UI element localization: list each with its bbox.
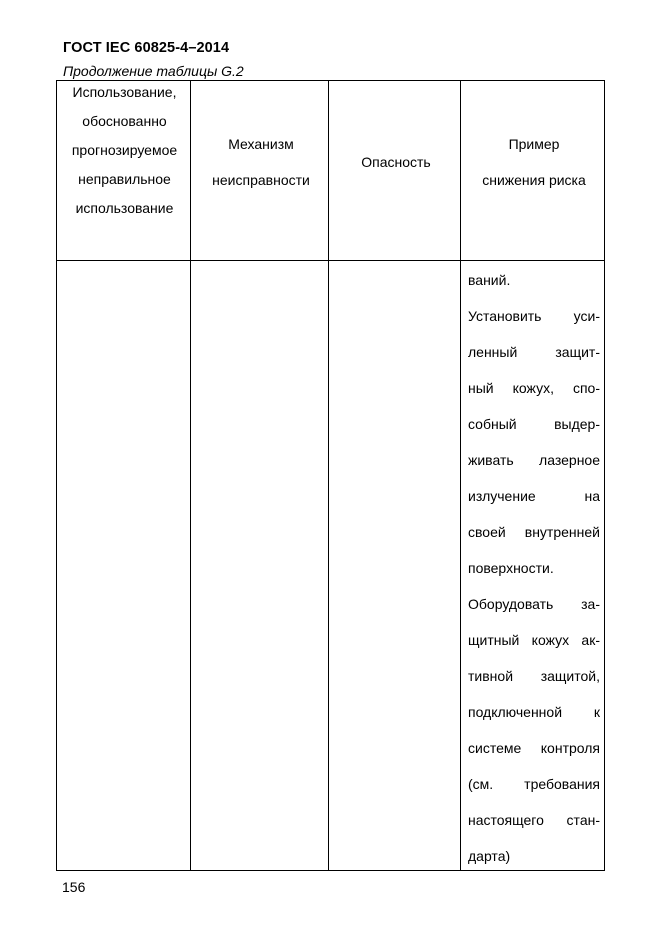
example-cell (468, 262, 600, 874)
header-usage-line: использование (75, 200, 174, 216)
example-line: щитный кожух ак- (468, 632, 600, 648)
header-example (462, 126, 606, 198)
example-line: тивной защитой, (468, 668, 600, 684)
example-line: системе контроля (468, 740, 600, 756)
hazard-table (56, 80, 605, 871)
example-line: настоящего стан- (468, 812, 600, 828)
document-title: ГОСТ IEC 60825-4–2014 (63, 40, 230, 56)
example-line: дарта) (468, 848, 511, 864)
header-usage (57, 81, 192, 262)
example-line: Установить уси- (468, 308, 600, 324)
header-hazard-line: Опасность (361, 154, 431, 170)
example-line: ваний. (468, 272, 511, 288)
example-line: (см. требования (468, 776, 600, 792)
header-usage-line: Использование, (72, 84, 177, 100)
header-example-line: снижения риска (482, 172, 586, 188)
example-line: своей внутренней (468, 524, 600, 540)
example-line: излучение на (468, 488, 600, 504)
example-line: поверхности. (468, 560, 554, 576)
example-line: Оборудовать за- (468, 596, 600, 612)
example-line: собный выдер- (468, 416, 600, 432)
example-line: ленный защит- (468, 344, 600, 360)
example-line: ный кожух, спо- (468, 380, 600, 396)
example-line: подключенной к (468, 704, 600, 720)
header-usage-line: неправильное (78, 171, 171, 187)
header-mechanism-line: Механизм (228, 136, 294, 152)
page-number: 156 (62, 879, 86, 895)
header-example-line: Пример (508, 136, 560, 152)
header-usage-line: прогнозируемое (71, 142, 178, 158)
example-line: живать лазерное (468, 452, 600, 468)
table-caption: Продолжение таблицы G.2 (63, 63, 244, 79)
header-usage-line: обоснованно (82, 113, 167, 129)
header-mechanism (192, 126, 330, 198)
header-mechanism-line: неисправности (212, 172, 310, 188)
column-divider (328, 81, 329, 870)
header-hazard (330, 144, 462, 180)
column-divider (460, 81, 461, 870)
